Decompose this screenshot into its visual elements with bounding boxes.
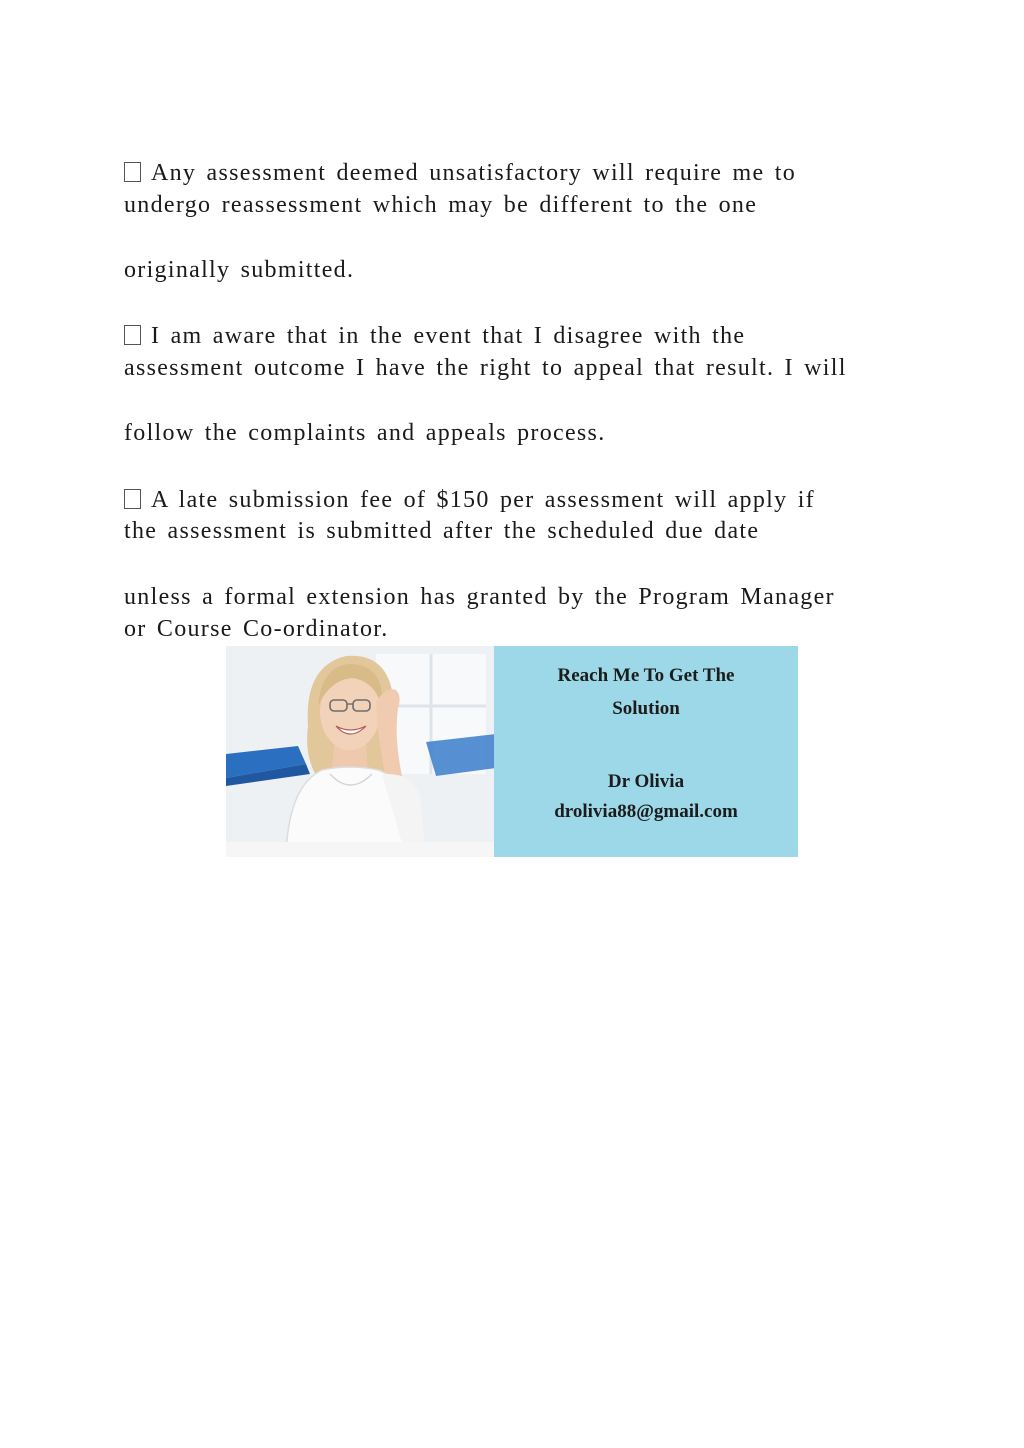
paragraph-2-line-2: assessment outcome I have the right to appeal that result. I will [124,355,847,381]
paragraph-3-line-3: unless a formal extension has granted by the Program Manager [124,584,835,610]
contact-email: drolivia88@gmail.com [554,801,738,822]
paragraph-3-line-4: or Course Co-ordinator. [124,616,389,642]
paragraph-3-line-2: the assessment is submitted after the scheduled due date [124,518,760,544]
paragraph-1-line-1: Any assessment deemed unsatisfactory will require me to [124,158,796,188]
checkbox-bullet-icon [124,162,141,182]
banner-heading-line-1: Reach Me To Get The [557,665,735,686]
profile-photo [226,646,496,857]
checkbox-bullet-icon [124,325,141,345]
contact-banner [226,646,798,857]
paragraph-1-line-2: undergo reassessment which may be different to the one [124,192,758,218]
woman-portrait-icon [226,646,496,857]
paragraph-2-line-1: I am aware that in the event that I disagree with the [124,321,745,351]
checkbox-bullet-icon [124,489,141,509]
paragraph-1-line-3: originally submitted. [124,257,355,283]
banner-heading-line-2: Solution [612,698,680,719]
contact-panel [494,646,798,857]
paragraph-2-line-3: follow the complaints and appeals process. [124,420,606,446]
paragraph-3-line-1: A late submission fee of $150 per assessment will apply if [124,485,815,515]
contact-name: Dr Olivia [607,771,685,792]
